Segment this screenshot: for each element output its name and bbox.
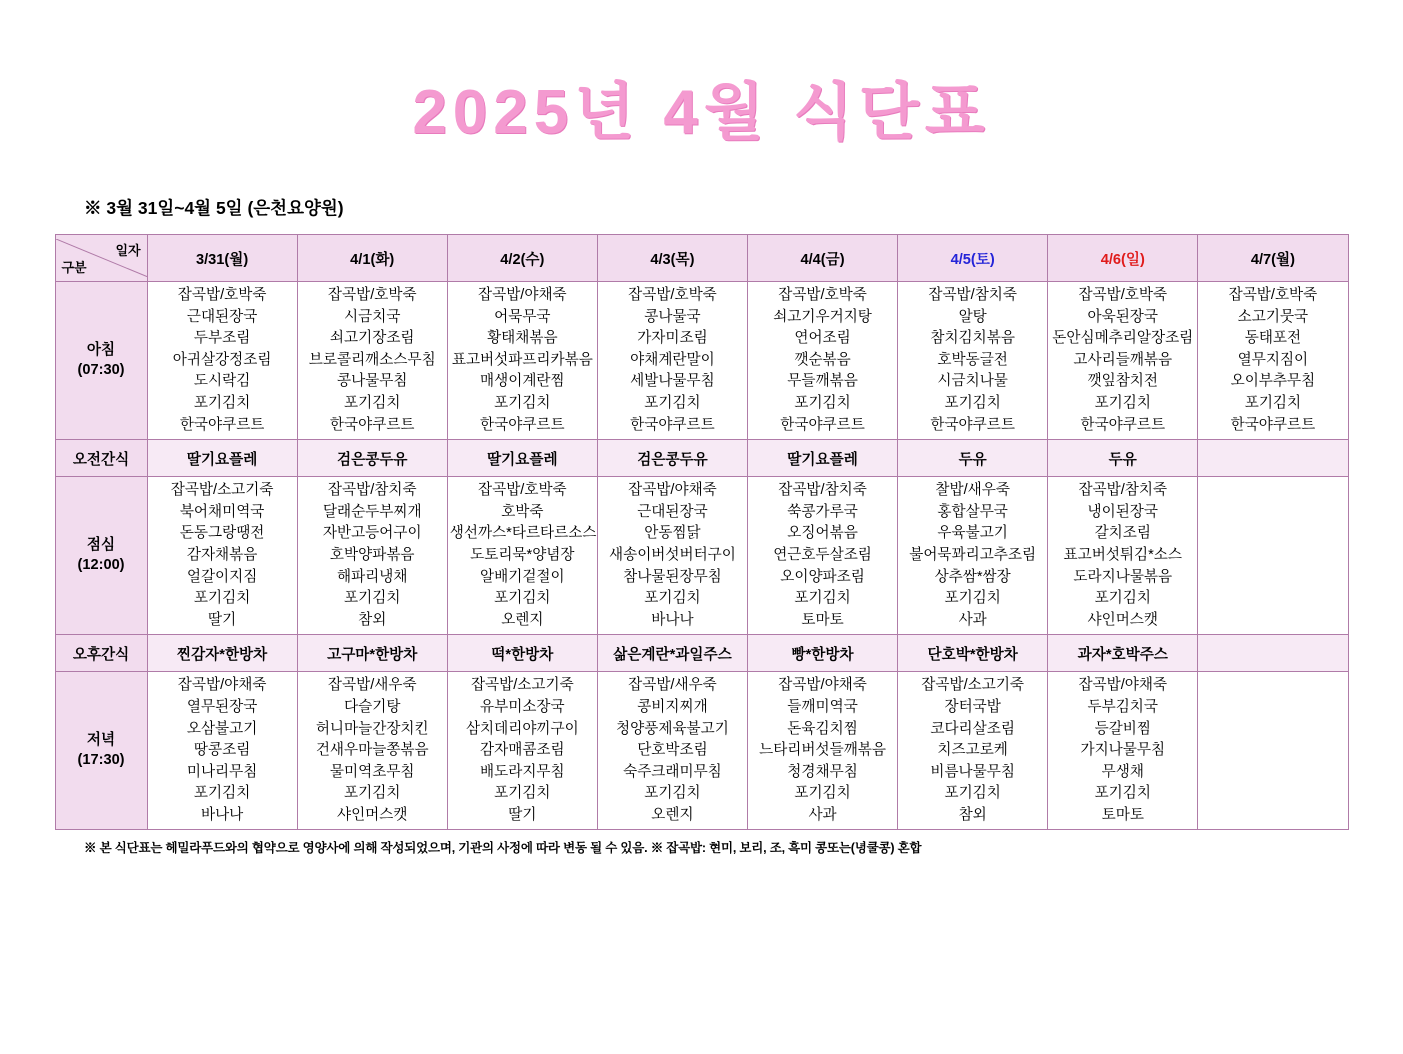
menu-item: 잡곡밥/호박죽 [327,287,417,303]
menu-item: 아귀살강정조림 [172,351,272,368]
menu-item: 두부조림 [193,330,251,347]
cell-afternoon-snack-7 [1198,635,1348,672]
row-label-lunch-name: 점심 [86,537,116,554]
menu-item: 잡곡밥/참치죽 [778,482,867,499]
menu-item: 물미역초무침 [329,763,415,780]
cell-afternoon-snack-4: 빵*한방차 [748,635,898,672]
menu-item: 포기김치 [1244,394,1302,411]
menu-item: 포기김치 [193,785,251,802]
menu-item: 딸기 [508,806,537,823]
menu-item: 안동찜닭 [644,525,701,542]
menu-item: 호박양파볶음 [329,546,415,563]
menu-item: 포기김치 [944,394,1001,411]
menu-item: 잡곡밥/야채죽 [478,287,567,303]
menu-item: 토마토 [1101,806,1144,823]
menu-item: 오이양파조림 [780,568,865,585]
menu-item: 샤인머스캣 [336,806,408,823]
menu-item: 쇠고기우거지탕 [773,308,872,325]
menu-item: 도토리묵*양념장 [470,546,575,563]
cell-lunch-6 [1048,477,1198,635]
menu-item: 참외 [358,611,387,628]
cell-breakfast-2 [447,282,597,440]
cell-breakfast-0 [147,282,297,440]
menu-item: 시금치나물 [937,373,1008,390]
row-label-lunch [55,477,147,635]
menu-item: 열무지짐이 [1237,351,1309,368]
corner-division-label: 구분 [61,260,87,275]
menu-item: 잡곡밥/참치죽 [928,287,1017,303]
menu-item: 무들깨볶음 [787,373,858,390]
menu-item: 홍합살무국 [937,503,1008,520]
menu-item: 토마토 [801,611,844,628]
menu-item: 열무된장국 [186,698,258,715]
menu-item: 바나나 [200,806,244,823]
menu-item: 유부미소장국 [480,698,565,715]
menu-item: 감자채볶음 [186,546,258,563]
cell-afternoon-snack-0: 찐감자*한방차 [147,635,297,672]
menu-item: 포기김치 [344,785,401,802]
corner-header [55,235,147,282]
row-label-dinner [55,672,147,830]
day-header-6: 4/6(일) [1048,235,1198,282]
menu-item: 깻순볶음 [794,351,851,368]
menu-item: 자반고등어구이 [322,525,422,542]
menu-item: 포기김치 [494,590,551,607]
menu-item: 잡곡밥/소고기죽 [170,482,274,499]
cell-afternoon-snack-5: 단호박*한방차 [898,635,1048,672]
menu-item: 한국야쿠르트 [930,416,1015,433]
cell-afternoon-snack-3: 삶은계란*과일주스 [597,635,747,672]
day-header-1: 4/1(화) [297,235,447,282]
menu-item: 연어조림 [794,330,851,347]
cell-afternoon-snack-6: 과자*호박주스 [1048,635,1198,672]
menu-item: 깻잎참치전 [1087,373,1159,390]
menu-item: 상추쌈*쌈장 [934,568,1011,585]
menu-item: 잡곡밥/소고기죽 [921,677,1025,694]
row-label-breakfast-time: (07:30) [77,361,125,378]
menu-item: 브로콜리깨소스무침 [308,351,436,368]
menu-item: 시금치국 [344,308,401,325]
cell-breakfast-7 [1198,282,1348,440]
menu-item: 잡곡밥/소고기죽 [470,677,574,694]
menu-item: 포기김치 [644,394,701,411]
menu-item: 잡곡밥/야채죽 [177,677,267,694]
menu-item: 쇠고기장조림 [329,330,415,347]
table-header-row [55,235,1348,282]
cell-dinner-3 [597,672,747,830]
day-header-4: 4/4(금) [748,235,898,282]
day-header-3: 4/3(목) [597,235,747,282]
day-header-7: 4/7(월) [1198,235,1348,282]
menu-item: 사과 [808,806,837,823]
menu-item: 비름나물무침 [930,763,1015,780]
cell-morning-snack-2: 딸기요플레 [447,440,597,477]
cell-breakfast-6 [1048,282,1198,440]
cell-afternoon-snack-2: 떡*한방차 [447,635,597,672]
menu-item: 참나물된장무침 [623,568,722,585]
cell-breakfast-3 [597,282,747,440]
menu-item: 한국야쿠르트 [630,416,715,433]
menu-item: 포기김치 [344,590,401,607]
cell-morning-snack-1: 검은콩두유 [297,440,447,477]
cell-lunch-4 [748,477,898,635]
menu-item: 치즈고로케 [937,742,1008,759]
menu-item: 배도라지무침 [480,763,565,780]
menu-item: 포기김치 [644,590,701,607]
cell-lunch-1 [297,477,447,635]
menu-item: 가지나물무침 [1080,742,1166,759]
menu-item: 냉이된장국 [1087,503,1159,520]
menu-item: 연근호두살조림 [773,546,872,563]
cell-morning-snack-6: 두유 [1048,440,1198,477]
cell-lunch-7 [1198,477,1348,635]
menu-item: 표고버섯파프리카볶음 [451,351,593,368]
menu-item: 오징어볶음 [787,525,858,542]
menu-item: 생선까스*타르타르소스 [449,525,597,542]
menu-item: 포기김치 [494,785,551,802]
menu-item: 포기김치 [1094,590,1151,607]
cell-dinner-6 [1048,672,1198,830]
page-title: 2025년 4월 식단표 [412,78,991,147]
menu-item: 포기김치 [944,590,1001,607]
menu-item: 우육불고기 [937,525,1008,542]
menu-item: 콩비지찌개 [637,698,708,715]
menu-item: 콩나물무침 [336,373,408,390]
menu-item: 돈육김치찜 [787,720,858,737]
day-header-5: 4/5(토) [898,235,1048,282]
menu-item: 잡곡밥/호박죽 [1228,287,1318,303]
menu-item: 포기김치 [794,590,851,607]
row-label-lunch-time: (12:00) [77,556,125,573]
menu-item: 잡곡밥/야채죽 [628,482,717,499]
cell-morning-snack-3: 검은콩두유 [597,440,747,477]
menu-item: 새송이버섯버터구이 [609,546,736,563]
menu-item: 포기김치 [494,394,551,411]
menu-item: 표고버섯튀김*소스 [1063,546,1182,563]
cell-morning-snack-4: 딸기요플레 [748,440,898,477]
menu-table [55,234,1349,830]
menu-item: 바나나 [651,611,694,628]
row-label-breakfast-name: 아침 [86,341,116,358]
menu-item: 한국야쿠르트 [780,416,865,433]
menu-item: 콩나물국 [644,308,701,325]
row-label-afternoon-snack: 오후간식 [55,635,147,672]
menu-item: 잡곡밥/야채죽 [778,677,867,694]
menu-item: 잡곡밥/새우죽 [628,677,717,694]
dinner-row [55,672,1348,830]
cell-dinner-7 [1198,672,1348,830]
menu-item: 청양풍제육불고기 [616,720,729,737]
menu-item: 어묵무국 [494,308,551,325]
menu-item: 포기김치 [1094,394,1151,411]
footnote: ※ 본 식단표는 헤밀라푸드와의 협약으로 영양사에 의해 작성되었으며, 기관의 사정에 따라 변동 될 수 있음. ※ 잡곡밥: 현미, 보리, 조, 흑미 콩또는(녕쿨콩) 혼합 [84,841,922,856]
menu-item: 포기김치 [794,785,851,802]
menu-item: 달래순두부찌개 [322,503,422,520]
row-label-morning-snack: 오전간식 [55,440,147,477]
menu-item: 코다리살조림 [930,720,1015,737]
cell-lunch-3 [597,477,747,635]
menu-item: 고사리들깨볶음 [1073,351,1173,368]
menu-item: 북어채미역국 [179,503,265,520]
menu-item: 불어묵꽈리고추조림 [909,546,1037,563]
menu-item: 건새우마늘쫑볶음 [315,742,429,759]
menu-item: 장터국밥 [944,698,1001,715]
menu-item: 황태채볶음 [487,330,558,347]
row-label-dinner-name: 저녁 [86,732,116,749]
menu-item: 들깨미역국 [787,698,858,715]
menu-item: 돈안심메추리알장조림 [1052,330,1194,347]
menu-item: 잡곡밥/새우죽 [327,677,417,694]
menu-item: 찰밥/새우죽 [935,482,1010,499]
menu-item: 미나리무침 [186,763,258,780]
menu-item: 숙주크래미무침 [623,763,722,780]
cell-breakfast-5 [898,282,1048,440]
lunch-row [55,477,1348,635]
corner-day-label: 일자 [115,243,141,258]
cell-dinner-1 [297,672,447,830]
menu-item: 한국야쿠르트 [329,416,415,433]
menu-item: 호박동글전 [937,351,1008,368]
cell-afternoon-snack-1: 고구마*한방차 [297,635,447,672]
menu-item: 한국야쿠르트 [179,416,265,433]
menu-item: 세발나물무침 [630,373,715,390]
menu-item: 청경채무침 [787,763,858,780]
menu-item: 오렌지 [651,806,694,823]
menu-item: 무생채 [1101,763,1144,780]
menu-item: 잡곡밥/호박죽 [177,287,267,303]
menu-item: 근대된장국 [186,308,258,325]
menu-item: 잡곡밥/호박죽 [778,287,867,303]
menu-item: 가자미조림 [637,330,708,347]
menu-item: 포기김치 [193,590,251,607]
cell-morning-snack-0: 딸기요플레 [147,440,297,477]
subtitle: ※ 3월 31일~4월 5일 (은천요양원) [84,198,344,218]
menu-item: 느타리버섯들깨볶음 [759,742,886,759]
menu-item: 포기김치 [1094,785,1151,802]
menu-item: 잡곡밥/호박죽 [628,287,717,303]
menu-item: 오삼불고기 [186,720,258,737]
menu-item: 알배기겉절이 [480,568,565,585]
menu-item: 도라지나물볶음 [1073,568,1173,585]
cell-lunch-2 [447,477,597,635]
cell-morning-snack-7 [1198,440,1348,477]
menu-item: 오이부추무침 [1230,373,1316,390]
menu-item: 한국야쿠르트 [480,416,565,433]
cell-breakfast-1 [297,282,447,440]
row-label-dinner-time: (17:30) [77,751,125,768]
cell-dinner-4 [748,672,898,830]
menu-item: 해파리냉채 [336,568,408,585]
menu-item: 사과 [958,611,987,628]
cell-morning-snack-5: 두유 [898,440,1048,477]
cell-dinner-0 [147,672,297,830]
cell-dinner-2 [447,672,597,830]
row-label-breakfast [55,282,147,440]
afternoon-snack-row [55,635,1348,672]
breakfast-row [55,282,1348,440]
menu-item: 알탕 [958,308,987,325]
menu-item: 샤인머스캣 [1087,611,1159,628]
menu-item: 두부김치국 [1087,698,1159,715]
menu-page [0,62,1403,1054]
menu-item: 동태포전 [1244,330,1302,347]
menu-item: 참치김치볶음 [930,330,1015,347]
menu-item: 등갈비찜 [1094,720,1151,737]
menu-item: 포기김치 [944,785,1001,802]
menu-item: 호박죽 [501,503,544,520]
menu-item: 단호박조림 [637,742,708,759]
cell-lunch-5 [898,477,1048,635]
cell-lunch-0 [147,477,297,635]
menu-item: 얼갈이지짐 [186,568,258,585]
menu-item: 참외 [958,806,987,823]
menu-item: 삼치데리야끼구이 [465,720,579,737]
menu-item: 잡곡밥/참치죽 [327,482,417,499]
day-header-0: 3/31(월) [147,235,297,282]
menu-item: 딸기 [208,611,237,628]
menu-item: 허니마늘간장치킨 [315,720,429,737]
menu-item: 아욱된장국 [1087,308,1159,325]
menu-item: 포기김치 [644,785,701,802]
menu-item: 도시락김 [193,373,251,390]
menu-item: 포기김치 [193,394,251,411]
menu-item: 땅콩조림 [193,742,251,759]
menu-item: 한국야쿠르트 [1230,416,1316,433]
morning-snack-row [55,440,1348,477]
menu-item: 매생이계란찜 [480,373,565,390]
menu-item: 잡곡밥/참치죽 [1078,482,1168,499]
menu-item: 잡곡밥/야채죽 [1078,677,1168,694]
menu-item: 돈동그랑땡전 [179,525,265,542]
menu-item: 감자매콤조림 [480,742,565,759]
menu-item: 잡곡밥/호박죽 [1078,287,1168,303]
menu-item: 다슬기탕 [344,698,401,715]
menu-item: 근대된장국 [637,503,708,520]
menu-item: 잡곡밥/호박죽 [478,482,567,499]
menu-item: 포기김치 [794,394,851,411]
menu-item: 한국야쿠르트 [1080,416,1166,433]
cell-dinner-5 [898,672,1048,830]
menu-item: 야채계란말이 [630,351,715,368]
menu-item: 소고기뭇국 [1237,308,1309,325]
day-header-2: 4/2(수) [447,235,597,282]
menu-item: 포기김치 [344,394,401,411]
menu-item: 오렌지 [501,611,544,628]
menu-item: 갈치조림 [1094,525,1151,542]
menu-item: 쑥콩가루국 [787,503,858,520]
cell-breakfast-4 [748,282,898,440]
